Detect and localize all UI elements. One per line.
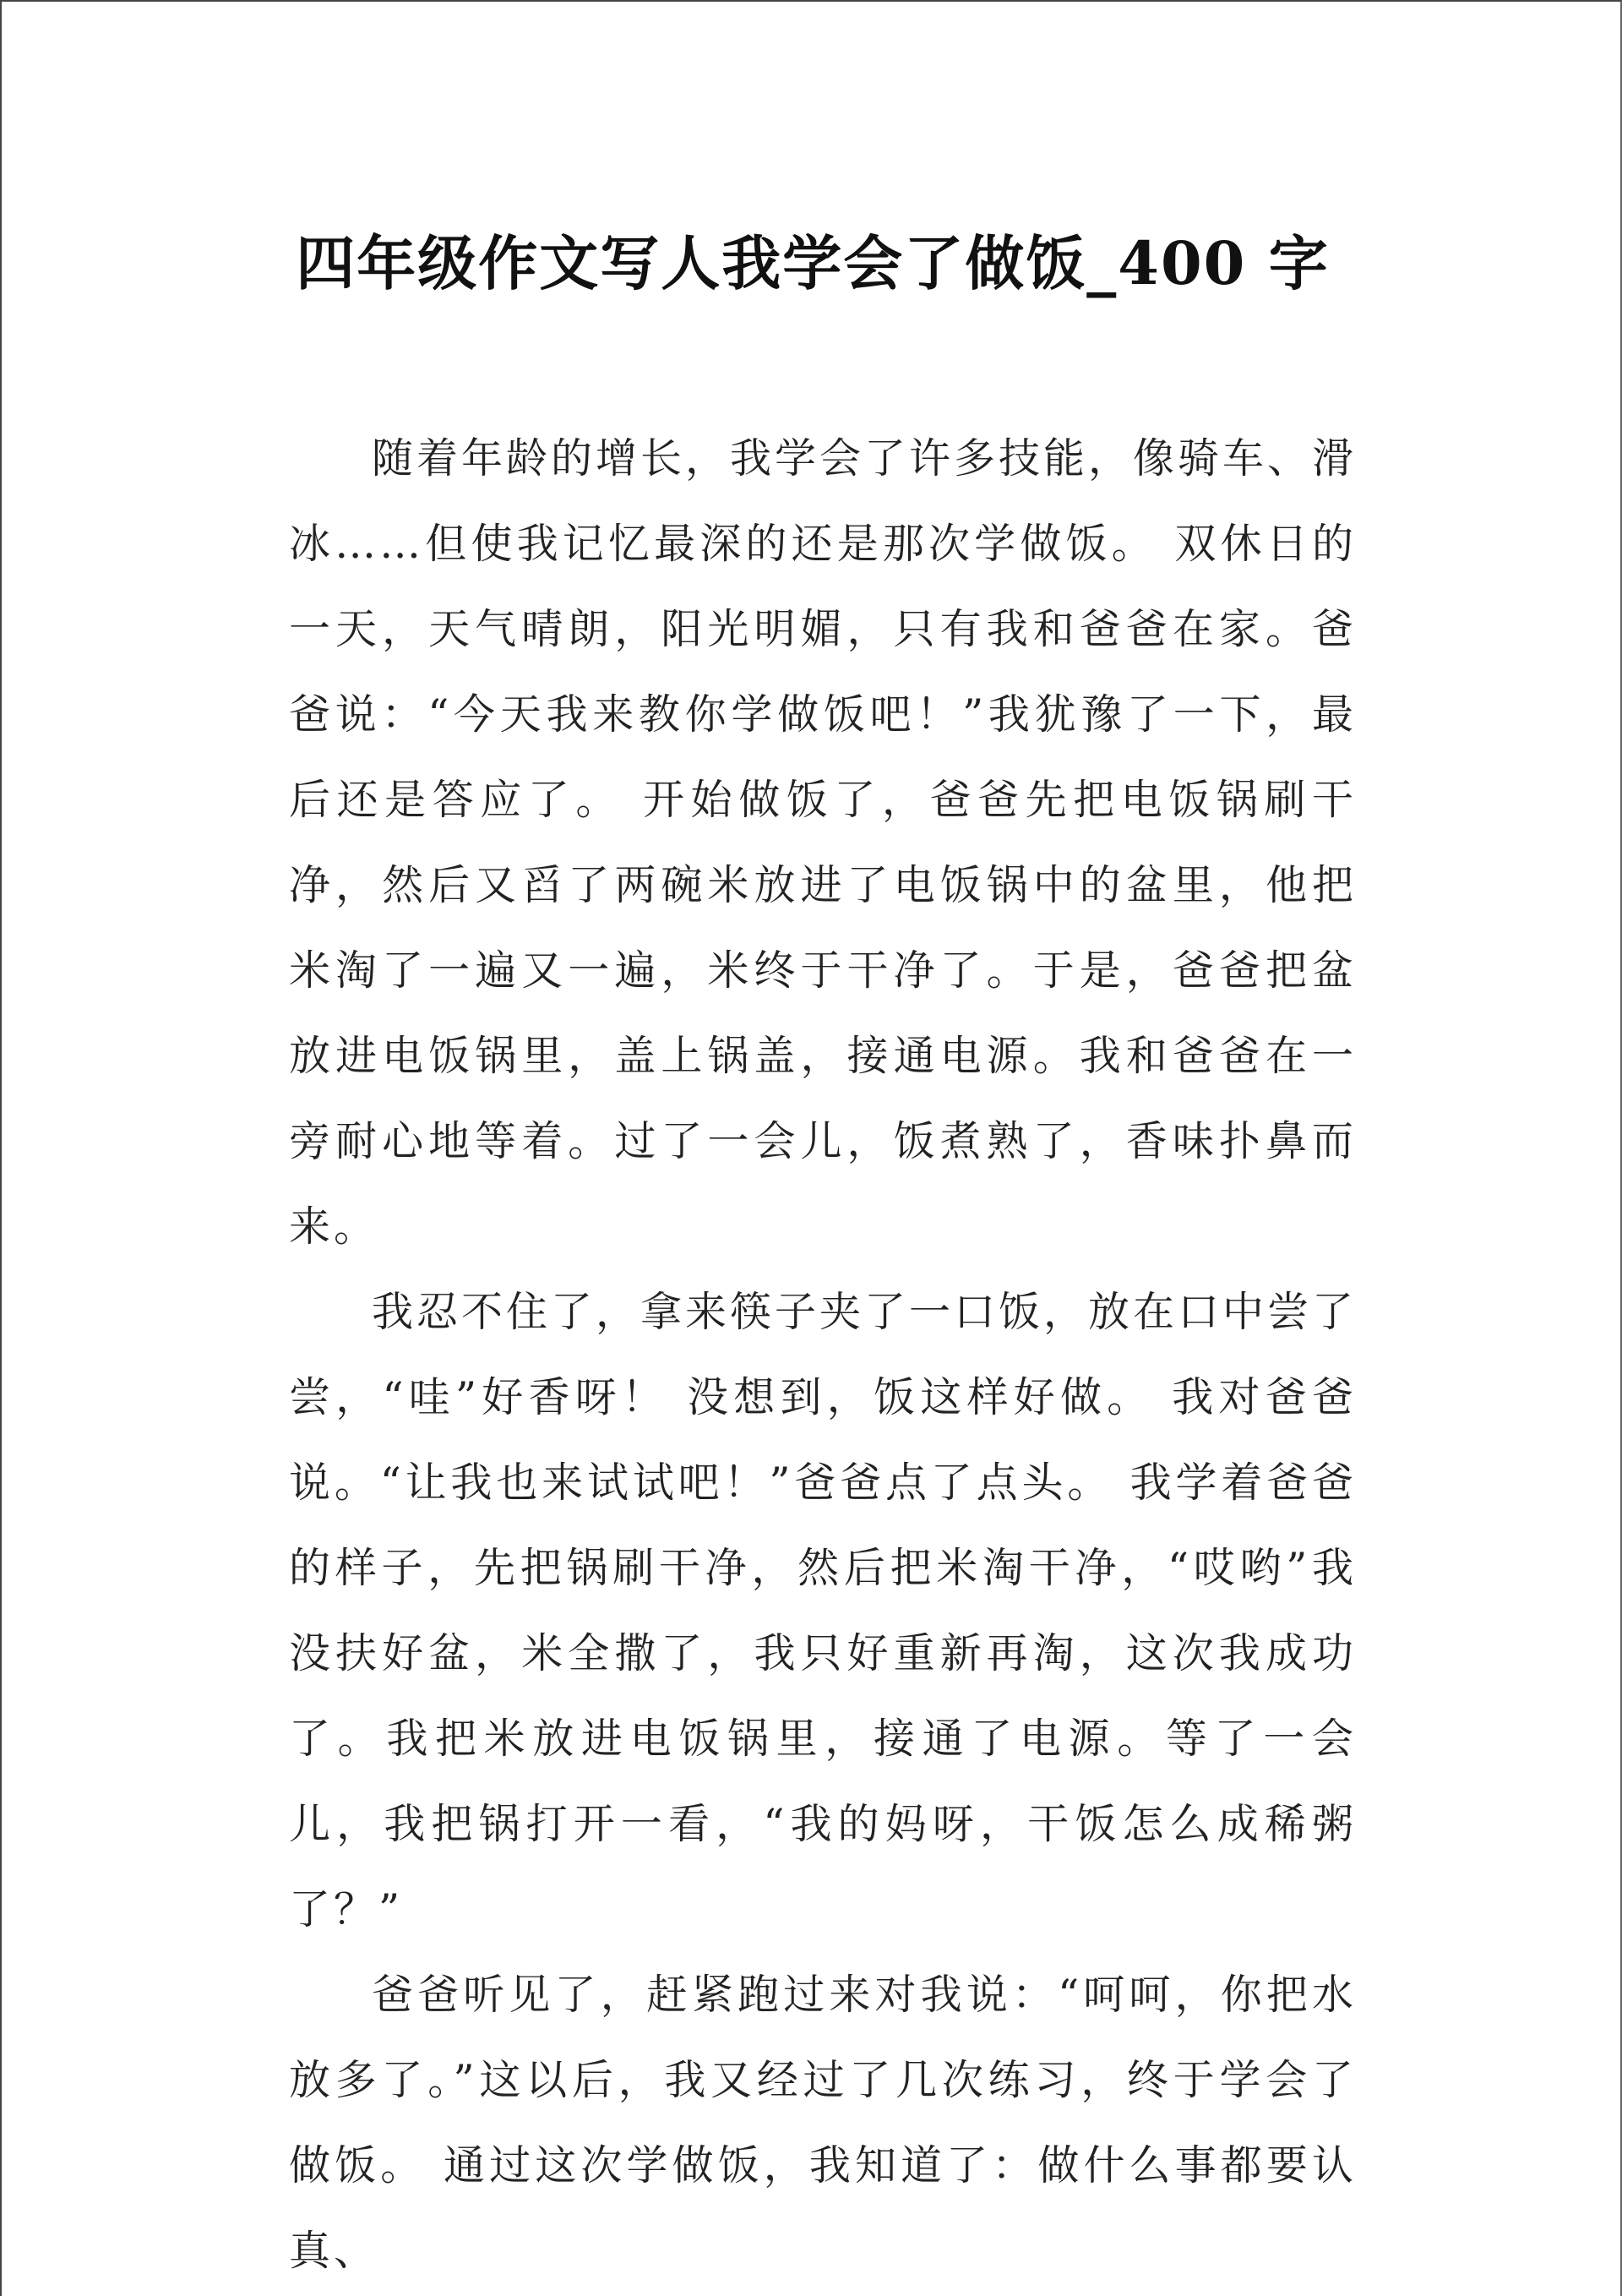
- paragraph: 我忍不住了，拿来筷子夹了一口饭，放在口中尝了尝，“哇”好香呀！ 没想到，饭这样好做。 我对爸爸说。“让我也来试试吧！”爸爸点了点头。 我学着爸爸的样子，先把锅刷干净，然后把米淘干净，“哎哟”我没扶好盆，米全撒了，我只好重新再淘，这次我成功了。我把米放进电饭锅里，接通了电源。等了一会儿，我把锅打开一看，“我的妈呀，干饭怎么成稀粥了？”: [289, 1288, 1358, 1933]
- paragraph: 爸爸听见了，赶紧跑过来对我说：“呵呵，你把水放多了。”这以后，我又经过了几次练习，终于学会了做饭。 通过这次学做饭，我知道了：做什么事都要认真、: [289, 1971, 1357, 2275]
- document-title: 四年级作文写人我学会了做饭_400 字: [296, 228, 1330, 298]
- paragraph: 随着年龄的增长，我学会了许多技能，像骑车、滑冰……但使我记忆最深的还是那次学做饭。 双休日的一天，天气晴朗，阳光明媚，只有我和爸爸在家。爸爸说：“今天我来教你学做饭吧！”我犹豫了一下，最后还是答应了。 开始做饭了，爸爸先把电饭锅刷干净，然后又舀了两碗米放进了电饭锅中的盆里，他把米淘了一遍又一遍，米终于干净了。于是，爸爸把盆放进电饭锅里，盖上锅盖，接通电源。我和爸爸在一旁耐心地等着。过了一会儿，饭煮熟了，香味扑鼻而来。: [289, 434, 1358, 1251]
- document-body: [289, 416, 1357, 2293]
